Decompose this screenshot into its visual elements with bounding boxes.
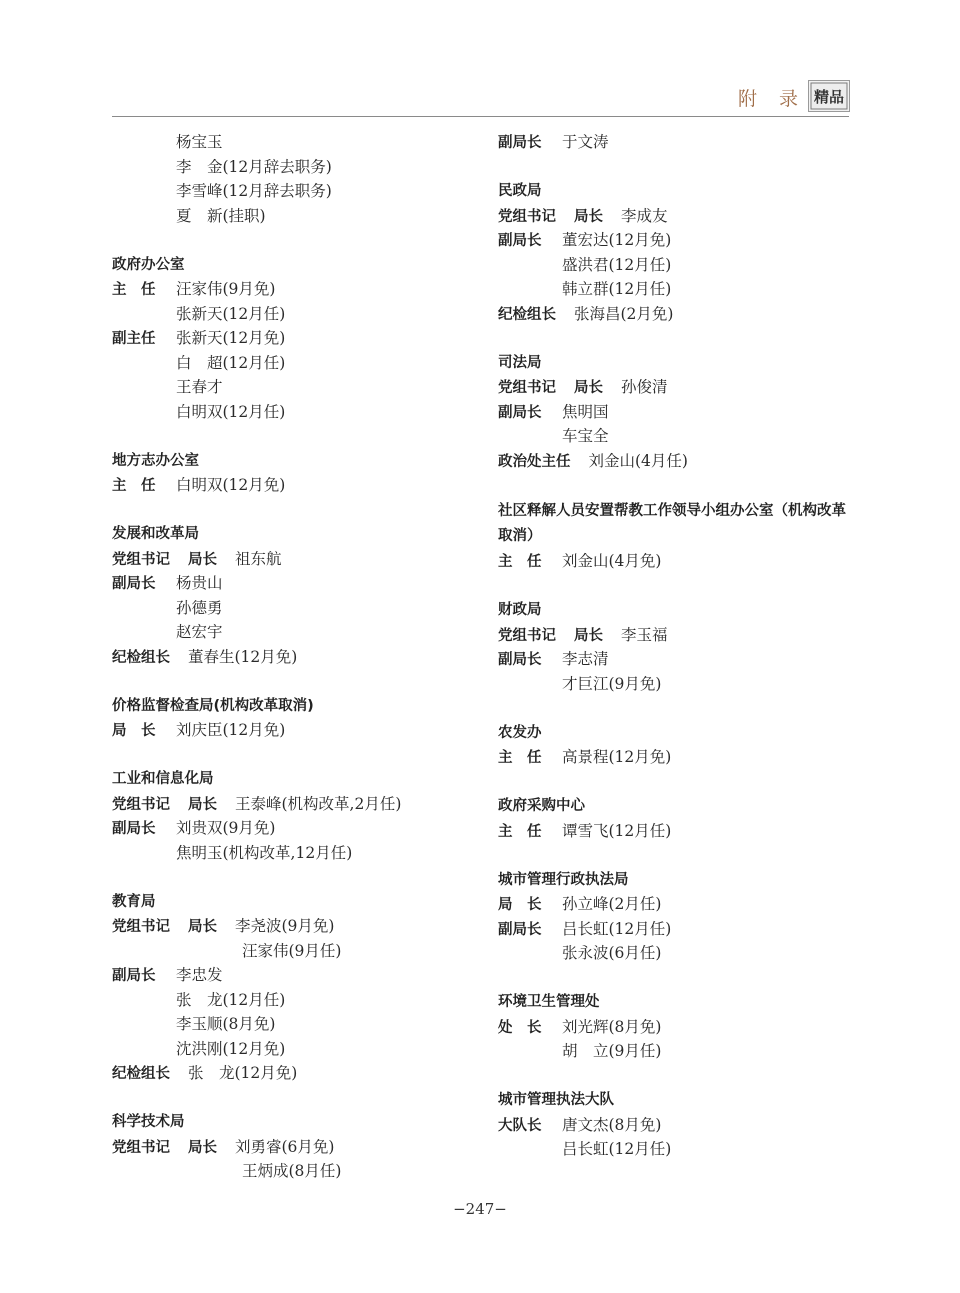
person-name: 白 超(12月任): [176, 353, 286, 372]
role-label: 局 长: [498, 897, 542, 913]
section-title: 政府采购中心: [498, 798, 585, 814]
role-label: 局长: [188, 551, 217, 568]
person-name: 才巨江(9月免): [562, 674, 662, 693]
person-name: 张新天(12月任): [176, 304, 286, 323]
role-label: 处 长: [498, 1019, 542, 1036]
person-name: 刘光辉(8月免): [562, 1017, 662, 1036]
role-label: 主 任: [112, 478, 156, 494]
name-line: 李 金(12月辞去职务): [176, 157, 332, 176]
section-title: 发展和改革局: [112, 526, 199, 542]
person-name: 孙德勇: [176, 598, 223, 617]
person-name: 焦明国: [562, 402, 609, 421]
header-title: [738, 84, 800, 111]
role-label: 主 任: [498, 554, 542, 570]
role-label: 副局长: [498, 135, 542, 151]
role-label: 主 任: [498, 823, 542, 840]
page-header: [0, 0, 960, 120]
role-label: 局长: [574, 380, 603, 396]
role-label: 纪检组长: [112, 649, 170, 666]
role-label: 党组书记: [112, 796, 170, 813]
person-name: 张 龙(12月免): [188, 1064, 298, 1082]
section-title: 财政局: [498, 602, 542, 618]
person-name: 车宝全: [562, 427, 609, 445]
person-name: 汪家伟(9月免): [176, 280, 276, 298]
jingpin-logo: [808, 80, 850, 112]
role-label: 局长: [188, 1139, 217, 1156]
person-name: 刘金山(4月任): [588, 451, 688, 470]
person-name: 王春才: [176, 378, 223, 396]
person-name: 刘金山(4月免): [562, 552, 662, 570]
role-label: 主 任: [112, 282, 156, 298]
person-name: 沈洪刚(12月免): [176, 1039, 286, 1058]
section-title: 教育局: [112, 893, 156, 910]
person-name: 王泰峰(机构改革,2月任): [235, 794, 402, 813]
role-label: 副局长: [498, 652, 542, 668]
section-title: 社区释解人员安置帮教工作领导小组办公室（机构改革取消）: [498, 503, 846, 544]
person-name: 孙立峰(2月任): [562, 895, 662, 913]
role-label: 纪检组长: [112, 1066, 170, 1082]
person-name: 刘贵双(9月免): [176, 819, 276, 837]
section-title: 城市管理执法大队: [498, 1092, 614, 1108]
person-name: 李志清: [562, 650, 609, 668]
role-label: 副局长: [498, 921, 542, 938]
section-title: 地方志办公室: [112, 452, 199, 469]
role-label: 局 长: [112, 723, 156, 739]
person-name: 祖东航: [235, 549, 282, 568]
name-line: 杨宝玉: [176, 133, 223, 151]
person-name: 汪家伟(9月任): [242, 941, 342, 960]
role-label: 局长: [188, 919, 217, 935]
section-title: 城市管理行政执法局: [498, 871, 629, 888]
person-name: 张 龙(12月任): [176, 990, 286, 1009]
person-name: 高景程(12月免): [562, 748, 672, 766]
role-label: 党组书记: [498, 627, 556, 644]
person-name: 张海昌(2月免): [574, 304, 674, 323]
person-name: 盛洪君(12月任): [562, 255, 672, 274]
role-label: 纪检组长: [498, 306, 556, 323]
page-number: −247−: [453, 1200, 507, 1218]
person-name: 吕长虹(12月任): [562, 919, 672, 938]
role-label: 副局长: [112, 968, 156, 984]
person-name: 刘庆臣(12月免): [176, 721, 286, 739]
person-name: 韩立群(12月任): [562, 280, 672, 298]
person-name: 董春生(12月免): [188, 647, 298, 666]
section-title: 环境卫生管理处: [498, 994, 600, 1010]
person-name: 焦明玉(机构改革,12月任): [176, 843, 353, 862]
role-label: 副主任: [112, 331, 156, 347]
person-name: 于文涛: [562, 133, 609, 151]
section-title: 科学技术局: [112, 1114, 185, 1130]
section-title: 价格监督检查局(机构改革取消): [112, 697, 314, 714]
name-line: 夏 新(挂职): [176, 206, 266, 225]
role-label: 党组书记: [112, 919, 170, 935]
role-label: 副局长: [498, 404, 542, 421]
person-name: 董宏达(12月免): [562, 231, 672, 249]
person-name: 李尧波(9月免): [235, 917, 335, 935]
person-name: 李玉福: [621, 625, 668, 644]
role-label: 局长: [188, 796, 217, 813]
section-title: 民政局: [498, 183, 542, 199]
person-name: 谭雪飞(12月任): [562, 821, 672, 840]
person-name: 白明双(12月免): [176, 476, 286, 494]
logo-text: 精品: [813, 88, 845, 106]
person-name: 赵宏宇: [176, 623, 223, 641]
section-title: 工业和信息化局: [112, 771, 214, 787]
person-name: 吕长虹(12月任): [562, 1140, 672, 1158]
section-title: 政府办公室: [112, 256, 185, 273]
role-label: 主 任: [498, 750, 542, 766]
person-name: 张永波(6月任): [562, 944, 662, 962]
person-name: 王炳成(8月任): [242, 1162, 342, 1180]
role-label: 副局长: [112, 821, 156, 837]
header-title-right: 录: [779, 88, 801, 110]
role-label: 政治处主任: [498, 453, 571, 470]
role-label: 大队长: [498, 1117, 542, 1134]
role-label: 党组书记: [112, 551, 170, 568]
left-column: [112, 130, 472, 1184]
role-label: 副局长: [112, 576, 156, 592]
person-name: 张新天(12月免): [176, 329, 286, 347]
person-name: 唐文杰(8月免): [562, 1115, 662, 1134]
header-title-left: 附: [738, 88, 760, 110]
person-name: 李玉顺(8月免): [176, 1015, 276, 1033]
section-title: 司法局: [498, 354, 542, 371]
role-label: 局长: [574, 627, 603, 644]
person-name: 胡 立(9月任): [562, 1042, 662, 1060]
role-label: 副局长: [498, 233, 542, 249]
person-name: 孙俊清: [621, 378, 668, 396]
person-name: 李成友: [621, 206, 668, 225]
person-name: 白明双(12月任): [176, 402, 286, 421]
section-title: 农发办: [498, 724, 542, 741]
role-label: 党组书记: [498, 380, 556, 396]
name-line: 李雪峰(12月辞去职务): [176, 182, 332, 200]
role-label: 党组书记: [112, 1139, 170, 1156]
person-name: 李忠发: [176, 966, 223, 984]
right-column: [498, 130, 858, 1162]
role-label: 党组书记: [498, 208, 556, 225]
header-divider: [112, 116, 849, 117]
person-name: 杨贵山: [176, 574, 223, 592]
person-name: 刘勇睿(6月免): [235, 1137, 335, 1156]
role-label: 局长: [574, 208, 603, 225]
